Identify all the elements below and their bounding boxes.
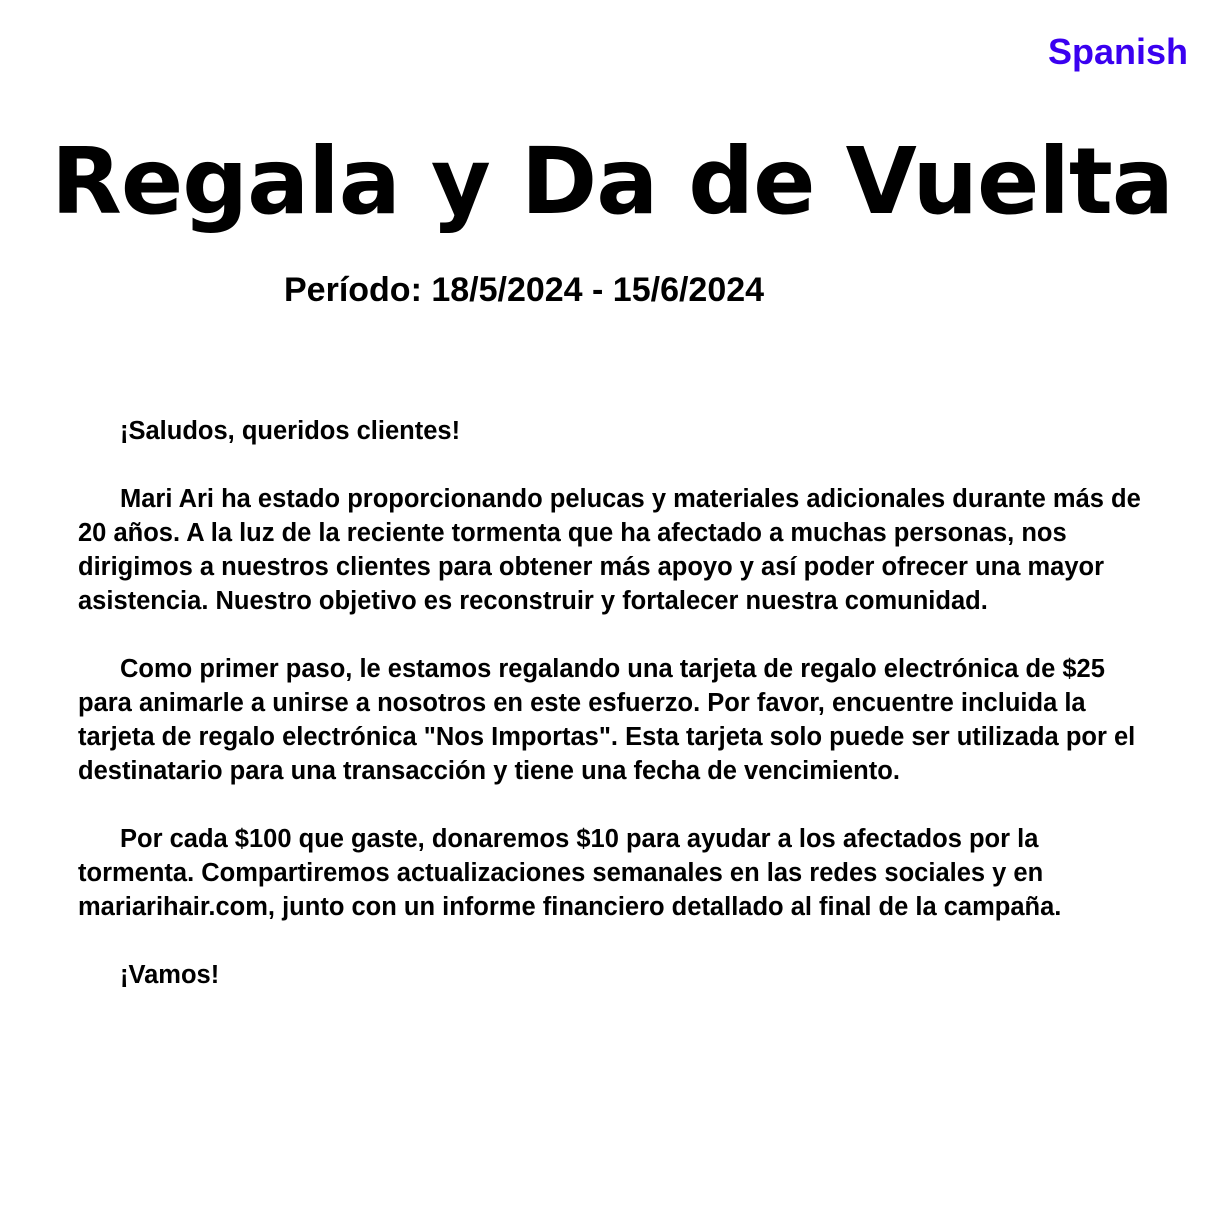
page-title: Regala y Da de Vuelta (51, 128, 1173, 235)
letter-body (78, 414, 1148, 1026)
campaign-period: Período: 18/5/2024 - 15/6/2024 (284, 271, 765, 309)
letter-greeting: ¡Saludos, queridos clientes! (120, 417, 461, 445)
letter-paragraph-3: Por cada $100 que gaste, donaremos $10 para ayudar a los afectados por la tormenta. Compartiremos actualizaciones semanales en las redes sociales y en mariarihair.com, junto con un informe financiero detallado al final de la campaña. (78, 825, 1062, 921)
letter-closing: ¡Vamos! (120, 961, 220, 989)
letter-paragraph-2: Como primer paso, le estamos regalando una tarjeta de regalo electrónica de $25 para animarle a unirse a nosotros en este esfuerzo. Por favor, encuentre incluida la tarjeta de regalo electrónica "Nos Importas". Esta tarjeta solo puede ser utilizada por el destinatario para una transacción y tiene una fecha de vencimiento. (78, 655, 1136, 785)
letter-paragraph-1: Mari Ari ha estado proporcionando pelucas y materiales adicionales durante más de 20 años. A la luz de la reciente tormenta que ha afectado a muchas personas, nos dirigimos a nuestros clientes para obtener más apoyo y así poder ofrecer una mayor asistencia. Nuestro objetivo es reconstruir y fortalecer nuestra comunidad. (78, 485, 1141, 615)
language-label: Spanish (1047, 31, 1188, 72)
